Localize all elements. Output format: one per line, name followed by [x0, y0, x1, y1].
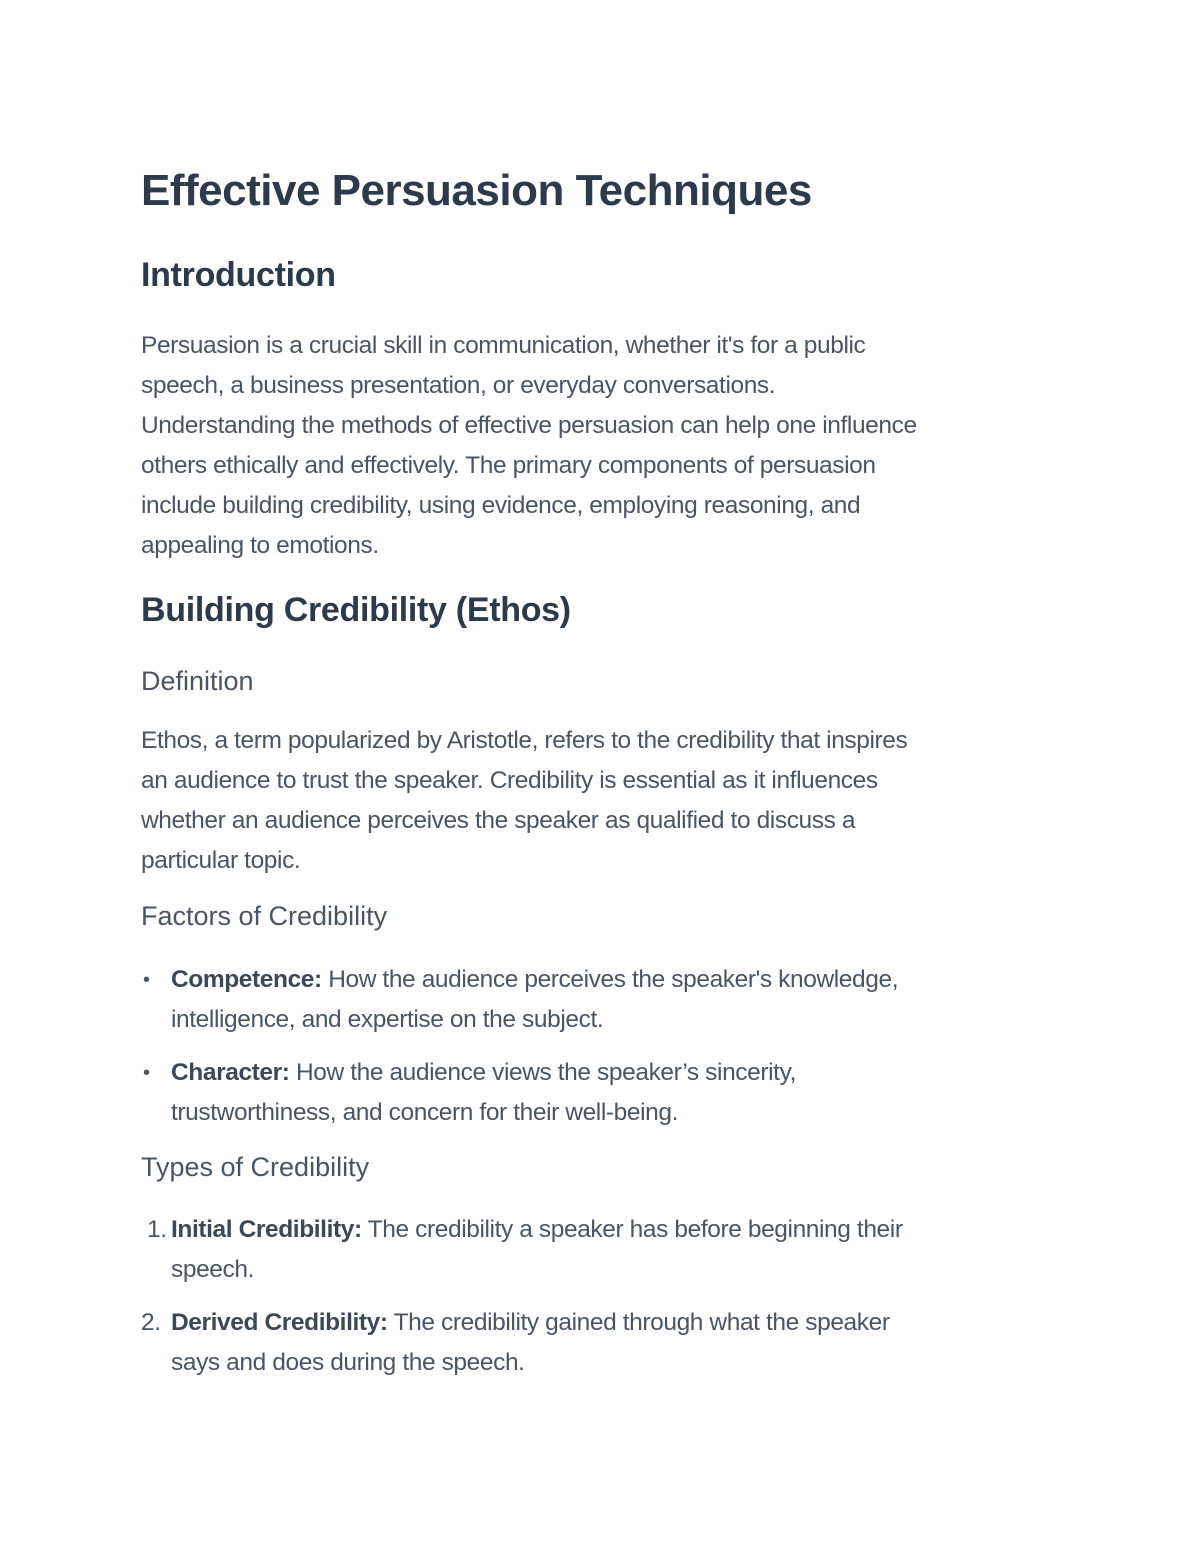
list-item-derived-credibility [141, 1303, 1071, 1383]
list-term: Competence: [171, 966, 322, 993]
text-line: whether an audience perceives the speaker as qualified to discuss a [141, 807, 856, 834]
list-term: Character: [171, 1059, 290, 1086]
list-text: The credibility gained through what the speaker [387, 1309, 890, 1336]
text-line: include building credibility, using evidence, employing reasoning, and [141, 492, 861, 519]
list-term: Initial Credibility: [171, 1216, 362, 1243]
subsection-heading-types: Types of Credibility [141, 1152, 370, 1182]
text-line: appealing to emotions. [141, 532, 379, 559]
subsection-heading-factors: Factors of Credibility [141, 901, 388, 931]
section-heading-ethos: Building Credibility (Ethos) [141, 591, 571, 629]
document-title: Effective Persuasion Techniques [141, 166, 812, 215]
list-number: 2. [141, 1309, 161, 1336]
types-list [141, 1210, 1071, 1383]
bullet-icon: • [143, 969, 150, 991]
subsection-heading-definition: Definition [141, 666, 254, 696]
text-line: speech, a business presentation, or everyday conversations. [141, 372, 776, 399]
list-text: The credibility a speaker has before beginning their [361, 1216, 903, 1243]
text-line: Understanding the methods of effective persuasion can help one influence [141, 412, 917, 439]
definition-paragraph [141, 721, 1071, 881]
list-item-character [141, 1053, 1071, 1133]
text-line: others ethically and effectively. The primary components of persuasion [141, 452, 876, 479]
text-line: particular topic. [141, 847, 301, 874]
list-text: speech. [171, 1256, 255, 1283]
list-text: How the audience perceives the speaker's knowledge, [321, 966, 899, 993]
text-line: Persuasion is a crucial skill in communication, whether it's for a public [141, 332, 866, 359]
text-line: an audience to trust the speaker. Credibility is essential as it influences [141, 767, 878, 794]
bullet-icon: • [143, 1062, 150, 1084]
list-item-competence [141, 960, 1071, 1040]
list-item-initial-credibility [141, 1210, 1071, 1290]
introduction-paragraph [141, 326, 1071, 566]
list-text: says and does during the speech. [171, 1349, 525, 1376]
factors-list [141, 960, 1071, 1133]
list-text: How the audience views the speaker’s sincerity, [289, 1059, 797, 1086]
list-term: Derived Credibility: [171, 1309, 388, 1336]
section-heading-introduction: Introduction [141, 256, 336, 294]
list-text: trustworthiness, and concern for their well-being. [171, 1099, 679, 1126]
text-line: Ethos, a term popularized by Aristotle, refers to the credibility that inspires [141, 727, 908, 754]
list-text: intelligence, and expertise on the subject. [171, 1006, 604, 1033]
list-number: 1. [147, 1216, 167, 1243]
